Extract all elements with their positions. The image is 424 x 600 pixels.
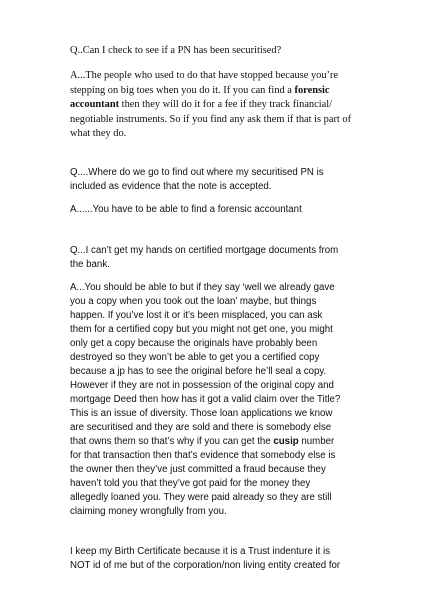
answer-3-line: you a copy when you took out the loan’ maybe, but things [70,296,317,307]
answer-3-line: are securitised and they are sold and there is somebody else [70,422,332,433]
answer-1-line: negotiable instruments. So if you find any ask them if that is part of [70,113,352,125]
answer-3-line: happen. If you’ve lost it or it’s been misplaced, you can ask [70,310,323,321]
answer-3-line: because a jp has to see the original before he’ll seal a copy. [70,366,327,377]
closing-paragraph-line: NOT id of me but of the corporation/non living entity created for [70,560,341,571]
question-2 [70,166,382,194]
answer-3-line: the owner then they’ve just committed a fraud because they [70,464,326,475]
closing-paragraph-line: I keep my Birth Certificate because it is a Trust indenture it is [70,546,331,557]
answer-3-line: mortgage Deed then how has it got a valid claim over the Title? [70,394,341,405]
answer-2-text: A......You have to be able to find a forensic accountant [70,204,302,215]
answer-1-bold-term: accountant [70,99,120,111]
question-1 [70,44,382,59]
answer-3-line: A...You should be able to but if they say ‘well we already gave [70,282,335,293]
answer-3-line: However if they are not in possession of the original copy and [70,380,334,391]
answer-3-line: haven’t told you that they’ve got paid for the money they [70,478,311,489]
question-2-line: included as evidence that the note is accepted. [70,181,272,192]
answer-3-line: claiming money wrongfully from you. [70,506,227,517]
question-2-line: Q....Where do we go to find out where my securitised PN is [70,167,324,178]
answer-2 [70,203,382,217]
answer-1 [70,69,382,142]
closing-paragraph [70,545,382,573]
answer-3-line: them for a certified copy but you might not get one, you might [70,324,333,335]
question-3 [70,244,382,272]
answer-1-line: A...The people who used to do that have stopped because you’re [70,70,339,81]
question-3-line: Q...I can’t get my hands on certified mortgage documents from [70,245,339,256]
answer-3-line: that owns them so that’s why if you can get the [70,436,274,447]
answer-3-line: destroyed so they won’t be able to get you a certified copy [70,352,320,363]
answer-3-bold-term: cusip [273,436,299,447]
answer-1-line: what they do. [70,128,127,140]
question-3-line: the bank. [70,259,110,270]
answer-3-line: number [298,436,335,447]
answer-3-line: allegedly loaned you. They were paid already so they are still [70,492,332,503]
answer-1-line: stepping on big toes when you do it. If you can find a [70,84,295,96]
answer-1-line: then they will do it for a fee if they track financial/ [119,99,333,111]
answer-1-bold-term: forensic [294,84,330,96]
answer-3-line: for that transaction then that’s evidence that somebody else is [70,450,336,461]
question-1-text: Q..Can I check to see if a PN has been securitised? [70,45,282,56]
answer-3 [70,281,382,519]
answer-3-line: This is an issue of diversity. Those loan applications we know [70,408,333,419]
answer-3-line: only get a copy because the originals have probably been [70,338,318,349]
